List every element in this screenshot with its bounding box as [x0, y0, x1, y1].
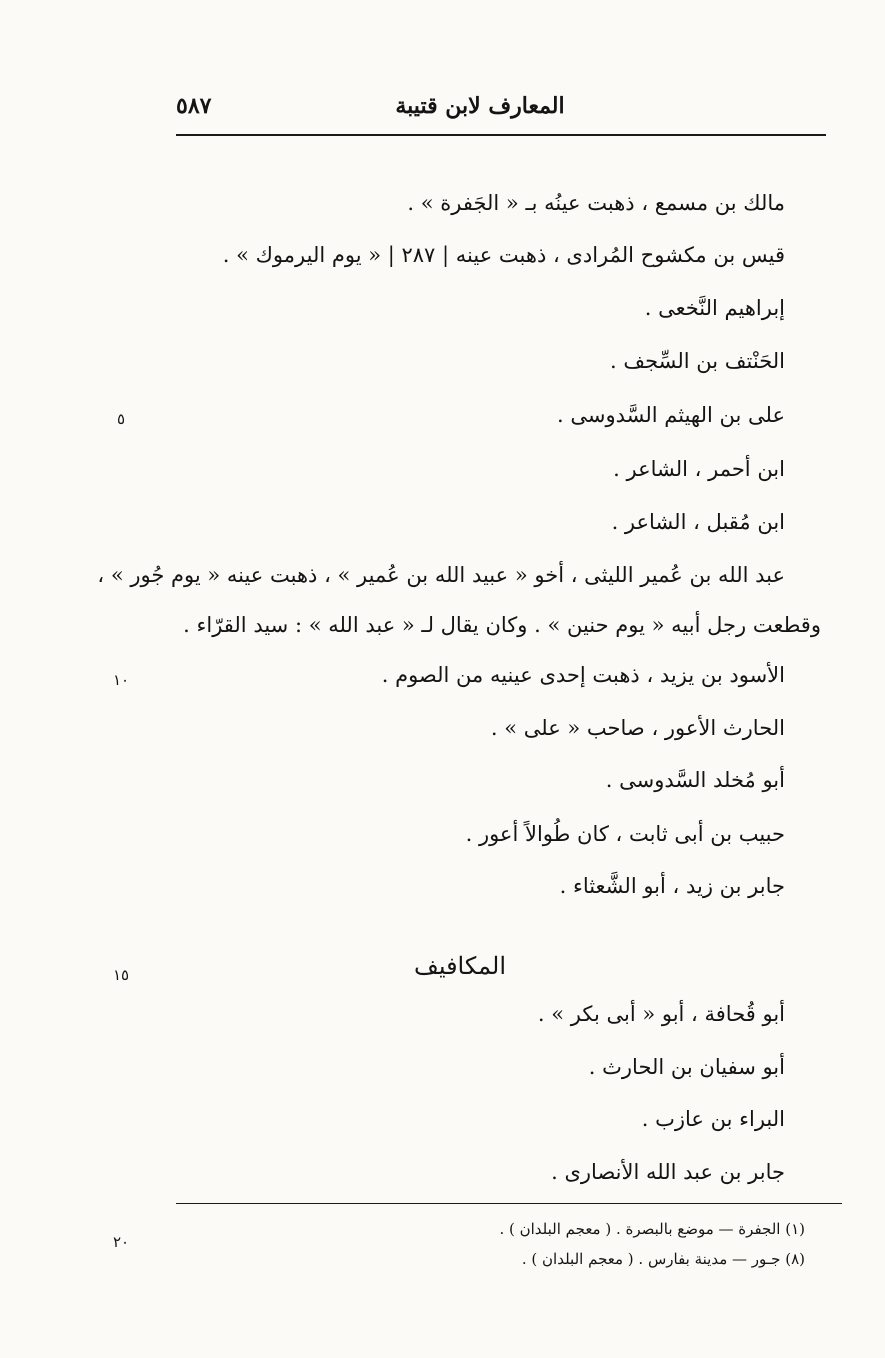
text-line: الحارث الأعور ، صاحب « على » .	[490, 716, 785, 740]
margin-line-number: ١٥	[112, 966, 130, 984]
text-line: ابن مُقبل ، الشاعر .	[611, 510, 785, 534]
footnote-rule	[176, 1203, 842, 1204]
text-line: مالك بن مسمع ، ذهبت عينُه بـ « الجَفرة » .	[407, 191, 785, 215]
margin-line-number: ٥	[116, 410, 126, 428]
text-line: أبو سفيان بن الحارث .	[588, 1055, 785, 1079]
text-line: ابن أحمر ، الشاعر .	[613, 457, 785, 481]
margin-line-number: ١٠	[112, 671, 130, 689]
text-line: جابر بن زيد ، أبو الشَّعثاء .	[559, 874, 785, 898]
text-line: جابر بن عبد الله الأنصارى .	[551, 1160, 785, 1184]
text-line: قيس بن مكشوح المُرادى ، ذهبت عينه | ٢٨٧ | « يوم اليرموك » .	[222, 243, 785, 267]
text-line: حبيب بن أبى ثابت ، كان طُوالاً أعور .	[465, 822, 785, 846]
text-line: على بن الهيثم السَّدوسى .	[557, 403, 785, 427]
page-number: ٥٨٧	[176, 93, 212, 119]
text-line: أبو قُحافة ، أبو « أبى بكر » .	[537, 1002, 785, 1026]
section-heading: المكافيف	[414, 952, 506, 980]
running-header-title: المعارف لابن قتيبة	[395, 93, 565, 119]
text-line: إبراهيم النَّخعى .	[644, 296, 785, 320]
footnote: (١) الجفرة — موضع بالبصرة . ( معجم البلدان ) .	[499, 1220, 805, 1238]
text-line: البراء بن عازب .	[641, 1107, 785, 1131]
margin-line-number: ٢٠	[112, 1233, 130, 1251]
text-line: الأسود بن يزيد ، ذهبت إحدى عينيه من الصوم .	[381, 663, 785, 687]
text-line: أبو مُخلد السَّدوسى .	[605, 768, 785, 792]
text-line: الحَنْتف بن السِّجف .	[610, 349, 785, 373]
header-rule	[176, 134, 826, 136]
text-line: عبد الله بن عُمير الليثى ، أخو « عبيد الله بن عُمير » ، ذهبت عينه « يوم جُور » ،	[97, 563, 785, 587]
footnote: (٨) جـور — مدينة بفارس . ( معجم البلدان ) .	[521, 1250, 805, 1268]
text-line: وقطعت رجل أبيه « يوم حنين » . وكان يقال لـ « عبد الله » : سيد القرّاء .	[183, 613, 821, 637]
